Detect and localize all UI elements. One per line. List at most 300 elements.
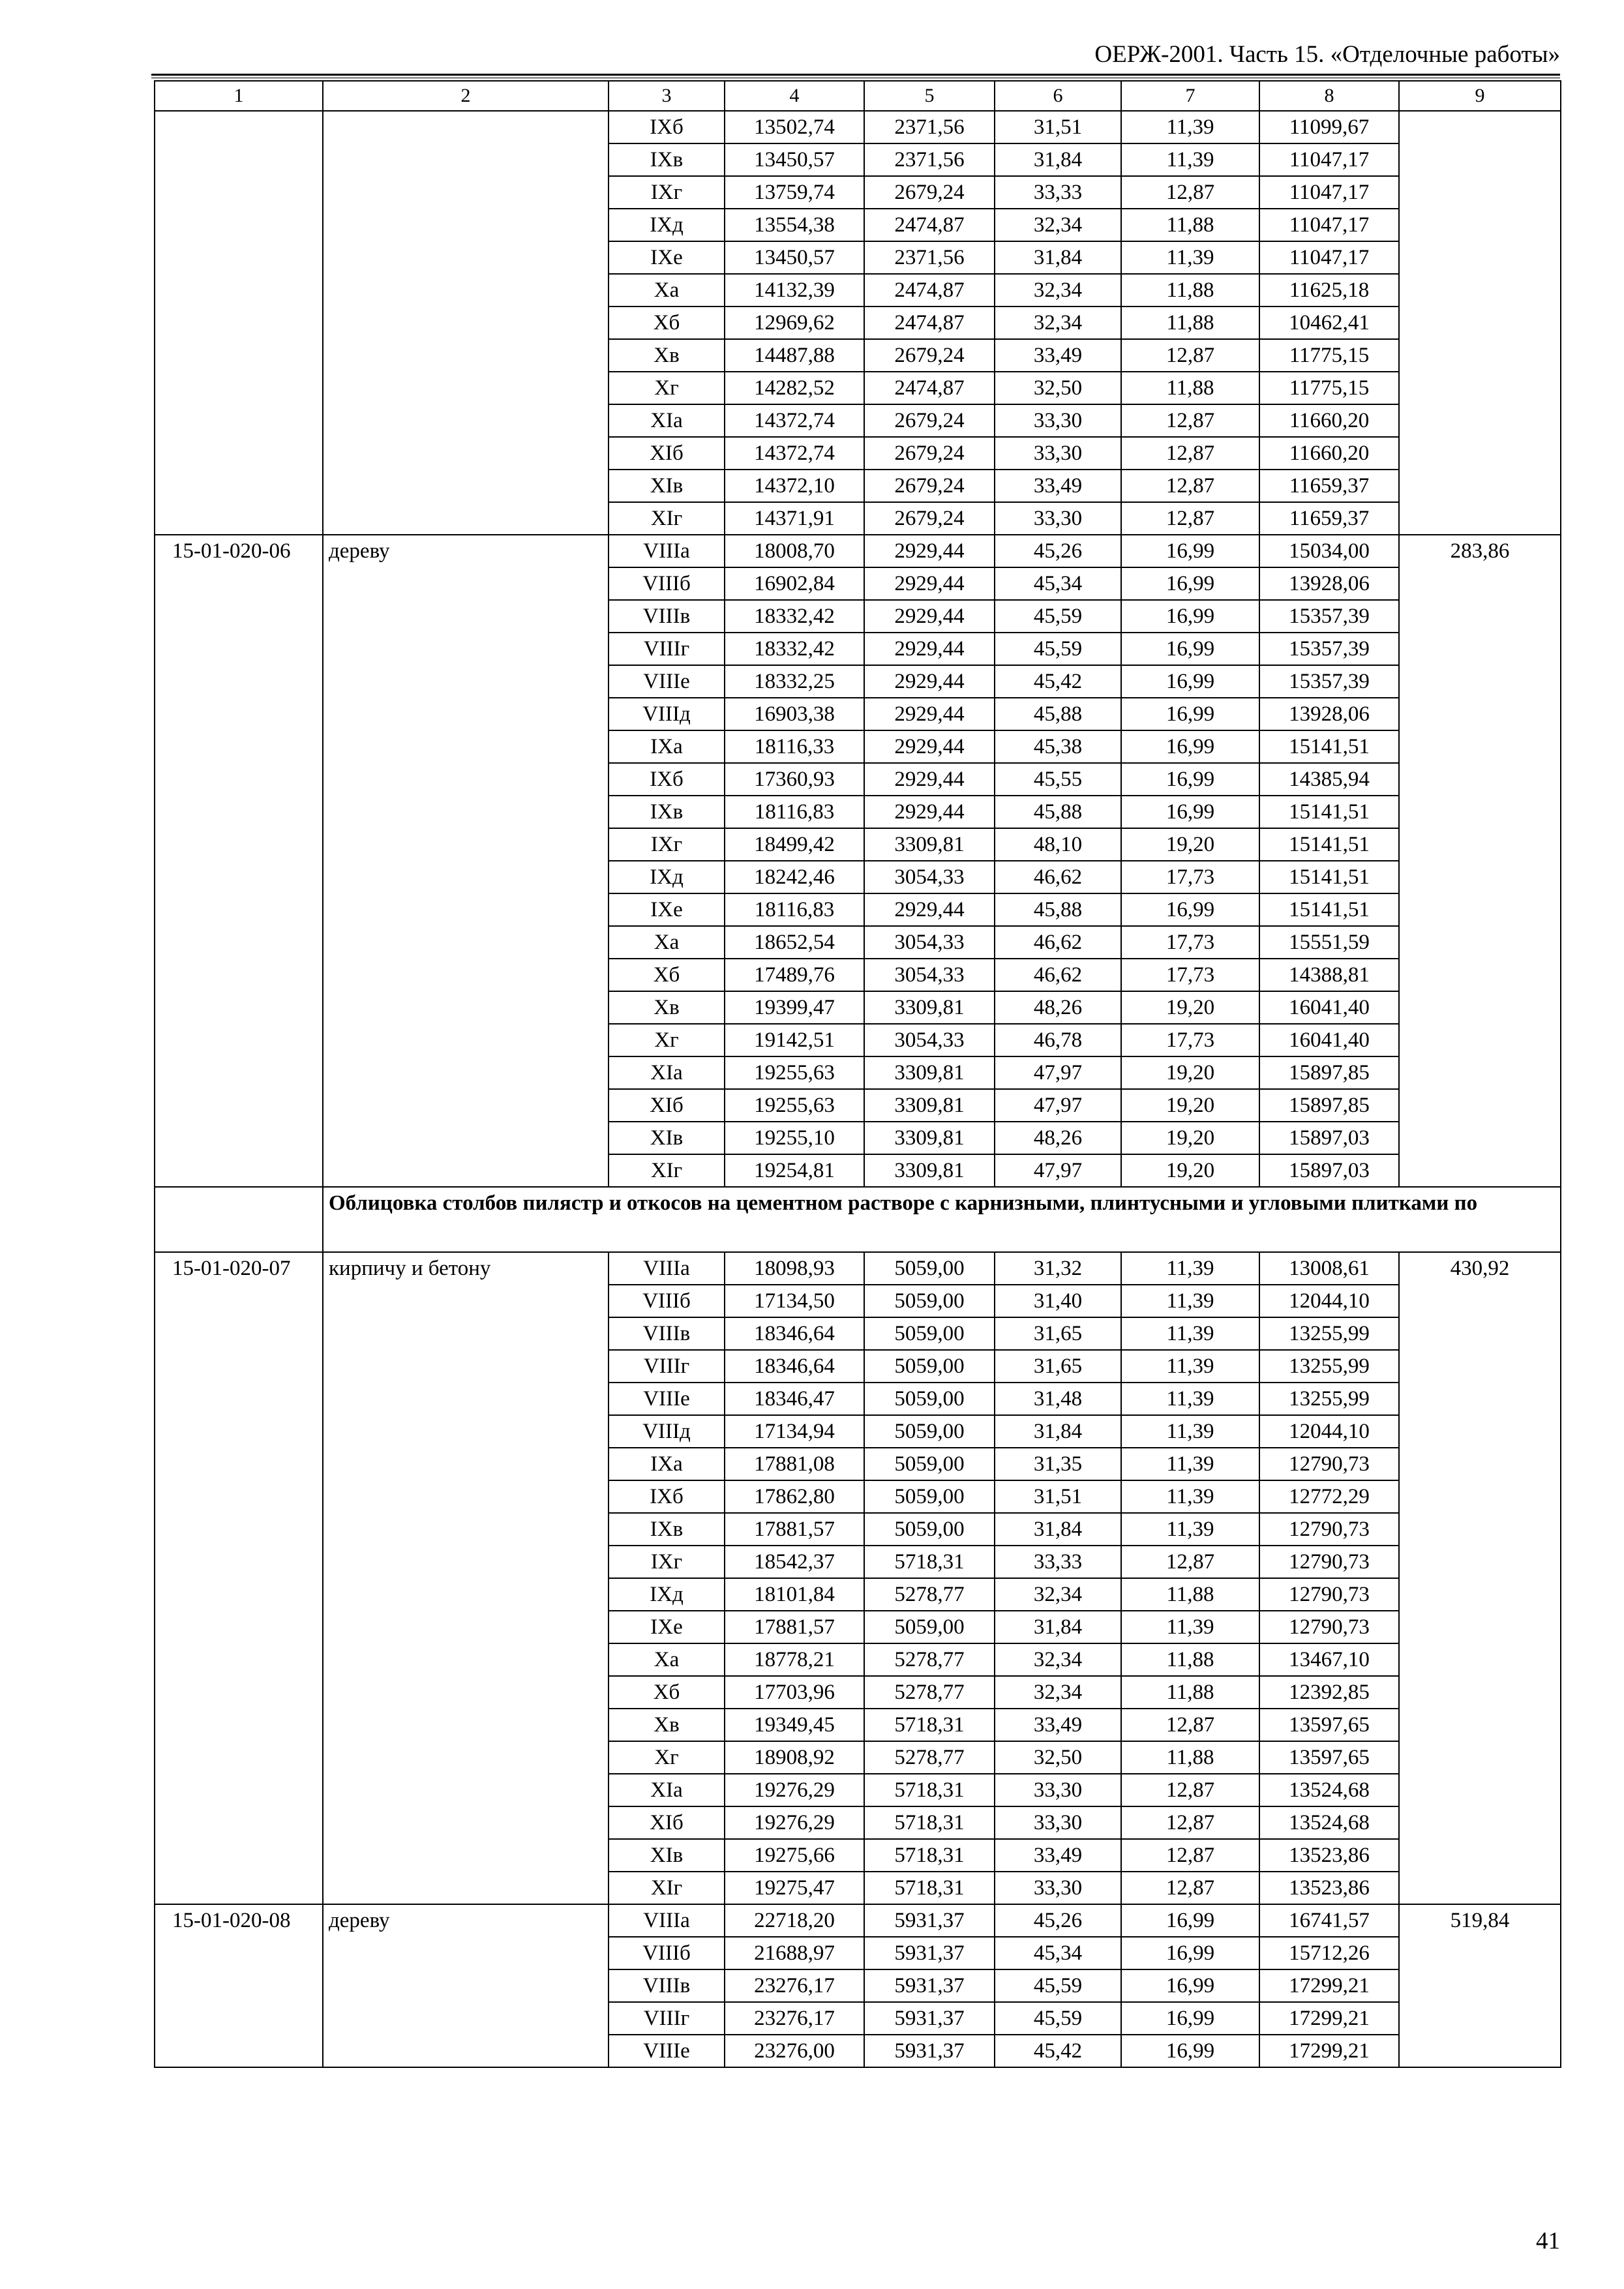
value-cell: 16,99 xyxy=(1121,730,1259,763)
value-cell: 33,49 xyxy=(995,1839,1121,1872)
value-cell: 17881,08 xyxy=(725,1448,864,1480)
value-cell: 33,49 xyxy=(995,1709,1121,1741)
value-cell: 45,26 xyxy=(995,535,1121,567)
value-cell: 15141,51 xyxy=(1259,828,1399,861)
value-cell: 23276,00 xyxy=(725,2035,864,2067)
value-cell: 15897,03 xyxy=(1259,1154,1399,1187)
extra-value: 519,84 xyxy=(1399,1904,1561,2067)
value-cell: 19349,45 xyxy=(725,1709,864,1741)
zone-cell: XIб xyxy=(609,437,725,470)
value-cell: 45,59 xyxy=(995,1969,1121,2002)
zone-cell: IXв xyxy=(609,143,725,176)
value-cell: 31,51 xyxy=(995,111,1121,143)
table-row xyxy=(155,535,1561,567)
value-cell: 14487,88 xyxy=(725,339,864,372)
zone-cell: IXа xyxy=(609,1448,725,1480)
value-cell: 18098,93 xyxy=(725,1252,864,1285)
zone-cell: VIIIв xyxy=(609,600,725,633)
value-cell: 31,32 xyxy=(995,1252,1121,1285)
value-cell: 19142,51 xyxy=(725,1024,864,1056)
value-cell: 11,39 xyxy=(1121,241,1259,274)
rate-code: 15-01-020-08 xyxy=(155,1904,323,2067)
value-cell: 5718,31 xyxy=(864,1774,995,1806)
value-cell: 31,35 xyxy=(995,1448,1121,1480)
value-cell: 12,87 xyxy=(1121,470,1259,502)
value-cell: 12044,10 xyxy=(1259,1415,1399,1448)
value-cell: 2679,24 xyxy=(864,502,995,535)
value-cell: 13255,99 xyxy=(1259,1317,1399,1350)
value-cell: 31,48 xyxy=(995,1383,1121,1415)
value-cell: 3054,33 xyxy=(864,861,995,893)
value-cell: 33,30 xyxy=(995,404,1121,437)
value-cell: 21688,97 xyxy=(725,1937,864,1969)
value-cell: 16,99 xyxy=(1121,1937,1259,1969)
value-cell: 2679,24 xyxy=(864,437,995,470)
value-cell: 3309,81 xyxy=(864,1056,995,1089)
value-cell: 15551,59 xyxy=(1259,926,1399,959)
zone-cell: VIIIд xyxy=(609,698,725,730)
value-cell: 12044,10 xyxy=(1259,1285,1399,1317)
value-cell: 33,30 xyxy=(995,1872,1121,1904)
value-cell: 45,38 xyxy=(995,730,1121,763)
zone-cell: IXд xyxy=(609,861,725,893)
value-cell: 15141,51 xyxy=(1259,730,1399,763)
value-cell: 3309,81 xyxy=(864,1122,995,1154)
value-cell: 12,87 xyxy=(1121,1546,1259,1578)
zone-cell: IXг xyxy=(609,176,725,209)
value-cell: 33,49 xyxy=(995,470,1121,502)
value-cell: 19255,63 xyxy=(725,1056,864,1089)
zone-cell: IXб xyxy=(609,111,725,143)
value-cell: 5278,77 xyxy=(864,1676,995,1709)
zone-cell: Xб xyxy=(609,959,725,991)
value-cell: 15712,26 xyxy=(1259,1937,1399,1969)
value-cell: 10462,41 xyxy=(1259,307,1399,339)
value-cell: 12,87 xyxy=(1121,1872,1259,1904)
value-cell: 16,99 xyxy=(1121,535,1259,567)
section-header-row xyxy=(155,1187,1561,1252)
zone-cell: Xг xyxy=(609,1741,725,1774)
value-cell: 15897,85 xyxy=(1259,1056,1399,1089)
zone-cell: VIIIа xyxy=(609,535,725,567)
zone-cell: VIIIб xyxy=(609,1285,725,1317)
value-cell: 11,39 xyxy=(1121,1415,1259,1448)
zone-cell: Xб xyxy=(609,307,725,339)
value-cell: 19255,10 xyxy=(725,1122,864,1154)
value-cell: 12790,73 xyxy=(1259,1513,1399,1546)
value-cell: 11,88 xyxy=(1121,1676,1259,1709)
value-cell: 14388,81 xyxy=(1259,959,1399,991)
value-cell: 19,20 xyxy=(1121,991,1259,1024)
zone-cell: Xб xyxy=(609,1676,725,1709)
value-cell: 3309,81 xyxy=(864,991,995,1024)
value-cell: 2474,87 xyxy=(864,307,995,339)
zone-cell: XIв xyxy=(609,1839,725,1872)
zone-cell: XIа xyxy=(609,404,725,437)
value-cell: 31,40 xyxy=(995,1285,1121,1317)
zone-cell: XIб xyxy=(609,1089,725,1122)
value-cell: 23276,17 xyxy=(725,2002,864,2035)
value-cell: 19399,47 xyxy=(725,991,864,1024)
value-cell: 19,20 xyxy=(1121,1089,1259,1122)
value-cell: 19254,81 xyxy=(725,1154,864,1187)
value-cell: 32,34 xyxy=(995,274,1121,307)
value-cell: 16,99 xyxy=(1121,796,1259,828)
page-header: ОЕРЖ-2001. Часть 15. «Отделочные работы» xyxy=(1094,41,1560,68)
value-cell: 16903,38 xyxy=(725,698,864,730)
value-cell: 5931,37 xyxy=(864,1904,995,1937)
value-cell: 45,88 xyxy=(995,893,1121,926)
value-cell: 19,20 xyxy=(1121,828,1259,861)
value-cell: 11775,15 xyxy=(1259,339,1399,372)
zone-cell: IXв xyxy=(609,796,725,828)
rate-name xyxy=(323,111,609,535)
value-cell: 11,39 xyxy=(1121,1448,1259,1480)
zone-cell: VIIIд xyxy=(609,1415,725,1448)
value-cell: 11,39 xyxy=(1121,1317,1259,1350)
zone-cell: IXд xyxy=(609,1578,725,1611)
value-cell: 2679,24 xyxy=(864,339,995,372)
value-cell: 32,50 xyxy=(995,1741,1121,1774)
zone-cell: Xв xyxy=(609,1709,725,1741)
value-cell: 32,34 xyxy=(995,1643,1121,1676)
value-cell: 16741,57 xyxy=(1259,1904,1399,1937)
value-cell: 11659,37 xyxy=(1259,502,1399,535)
rate-name: дереву xyxy=(323,1904,609,2067)
value-cell: 16,99 xyxy=(1121,567,1259,600)
value-cell: 14282,52 xyxy=(725,372,864,404)
value-cell: 12772,29 xyxy=(1259,1480,1399,1513)
value-cell: 5059,00 xyxy=(864,1415,995,1448)
value-cell: 5718,31 xyxy=(864,1806,995,1839)
section-title: Облицовка столбов пилястр и откосов на цементном растворе с карнизными, плинтусными и угловыми плитками по xyxy=(323,1187,1561,1252)
value-cell: 3309,81 xyxy=(864,1154,995,1187)
value-cell: 16,99 xyxy=(1121,633,1259,665)
value-cell: 5059,00 xyxy=(864,1383,995,1415)
value-cell: 18116,33 xyxy=(725,730,864,763)
value-cell: 13450,57 xyxy=(725,241,864,274)
value-cell: 19275,47 xyxy=(725,1872,864,1904)
value-cell: 3054,33 xyxy=(864,926,995,959)
value-cell: 15357,39 xyxy=(1259,600,1399,633)
value-cell: 5059,00 xyxy=(864,1350,995,1383)
page-number: 41 xyxy=(1536,2228,1560,2254)
value-cell: 15141,51 xyxy=(1259,861,1399,893)
value-cell: 2929,44 xyxy=(864,698,995,730)
value-cell: 16,99 xyxy=(1121,698,1259,730)
value-cell: 5931,37 xyxy=(864,1969,995,2002)
value-cell: 11047,17 xyxy=(1259,143,1399,176)
value-cell: 3309,81 xyxy=(864,1089,995,1122)
value-cell: 18242,46 xyxy=(725,861,864,893)
value-cell: 45,88 xyxy=(995,698,1121,730)
value-cell: 31,84 xyxy=(995,143,1121,176)
value-cell: 46,62 xyxy=(995,959,1121,991)
value-cell: 2929,44 xyxy=(864,893,995,926)
value-cell: 2371,56 xyxy=(864,111,995,143)
zone-cell: VIIIг xyxy=(609,633,725,665)
value-cell: 11,88 xyxy=(1121,274,1259,307)
value-cell: 11047,17 xyxy=(1259,209,1399,241)
value-cell: 5931,37 xyxy=(864,2002,995,2035)
value-cell: 2679,24 xyxy=(864,470,995,502)
rate-code xyxy=(155,111,323,535)
value-cell: 13523,86 xyxy=(1259,1839,1399,1872)
zone-cell: Xг xyxy=(609,372,725,404)
value-cell: 5718,31 xyxy=(864,1872,995,1904)
value-cell: 14372,10 xyxy=(725,470,864,502)
value-cell: 5059,00 xyxy=(864,1285,995,1317)
value-cell: 17299,21 xyxy=(1259,2035,1399,2067)
value-cell: 2929,44 xyxy=(864,535,995,567)
zone-cell: IXг xyxy=(609,828,725,861)
value-cell: 14385,94 xyxy=(1259,763,1399,796)
table-row xyxy=(155,1904,1561,1937)
value-cell: 19276,29 xyxy=(725,1774,864,1806)
zone-cell: Xа xyxy=(609,274,725,307)
value-cell: 11,39 xyxy=(1121,1350,1259,1383)
value-cell: 2474,87 xyxy=(864,274,995,307)
value-cell: 16,99 xyxy=(1121,665,1259,698)
value-cell: 18332,42 xyxy=(725,633,864,665)
value-cell: 14372,74 xyxy=(725,437,864,470)
zone-cell: VIIIв xyxy=(609,1969,725,2002)
value-cell: 11,88 xyxy=(1121,307,1259,339)
value-cell: 16,99 xyxy=(1121,1969,1259,2002)
value-cell: 2929,44 xyxy=(864,600,995,633)
value-cell: 5278,77 xyxy=(864,1578,995,1611)
value-cell: 15141,51 xyxy=(1259,796,1399,828)
value-cell: 31,84 xyxy=(995,1611,1121,1643)
column-number: 5 xyxy=(864,81,995,111)
value-cell: 33,49 xyxy=(995,339,1121,372)
value-cell: 16041,40 xyxy=(1259,1024,1399,1056)
value-cell: 16,99 xyxy=(1121,2035,1259,2067)
zone-cell: IXд xyxy=(609,209,725,241)
value-cell: 2929,44 xyxy=(864,730,995,763)
extra-value: 430,92 xyxy=(1399,1252,1561,1904)
value-cell: 14372,74 xyxy=(725,404,864,437)
value-cell: 18346,64 xyxy=(725,1350,864,1383)
value-cell: 2679,24 xyxy=(864,404,995,437)
value-cell: 18116,83 xyxy=(725,796,864,828)
value-cell: 17299,21 xyxy=(1259,1969,1399,2002)
column-number: 6 xyxy=(995,81,1121,111)
table-row xyxy=(155,111,1561,143)
value-cell: 11,39 xyxy=(1121,143,1259,176)
value-cell: 13928,06 xyxy=(1259,698,1399,730)
value-cell: 11,88 xyxy=(1121,1578,1259,1611)
value-cell: 15141,51 xyxy=(1259,893,1399,926)
value-cell: 48,26 xyxy=(995,991,1121,1024)
zone-cell: XIб xyxy=(609,1806,725,1839)
value-cell: 11660,20 xyxy=(1259,437,1399,470)
value-cell: 13523,86 xyxy=(1259,1872,1399,1904)
value-cell: 18008,70 xyxy=(725,535,864,567)
column-number: 8 xyxy=(1259,81,1399,111)
value-cell: 33,30 xyxy=(995,502,1121,535)
value-cell: 13502,74 xyxy=(725,111,864,143)
value-cell: 12,87 xyxy=(1121,404,1259,437)
value-cell: 12790,73 xyxy=(1259,1611,1399,1643)
value-cell: 19,20 xyxy=(1121,1056,1259,1089)
column-number: 4 xyxy=(725,81,864,111)
value-cell: 17,73 xyxy=(1121,926,1259,959)
value-cell: 15034,00 xyxy=(1259,535,1399,567)
value-cell: 45,34 xyxy=(995,1937,1121,1969)
value-cell: 3054,33 xyxy=(864,1024,995,1056)
value-cell: 23276,17 xyxy=(725,1969,864,2002)
zone-cell: IXе xyxy=(609,241,725,274)
value-cell: 11660,20 xyxy=(1259,404,1399,437)
value-cell: 13450,57 xyxy=(725,143,864,176)
zone-cell: Xа xyxy=(609,926,725,959)
extra-value: 283,86 xyxy=(1399,535,1561,1187)
value-cell: 16,99 xyxy=(1121,2002,1259,2035)
value-cell: 15897,85 xyxy=(1259,1089,1399,1122)
zone-cell: IXе xyxy=(609,893,725,926)
value-cell: 13255,99 xyxy=(1259,1350,1399,1383)
value-cell: 17881,57 xyxy=(725,1513,864,1546)
value-cell: 12,87 xyxy=(1121,502,1259,535)
extra-value xyxy=(1399,111,1561,535)
value-cell: 12,87 xyxy=(1121,176,1259,209)
value-cell: 45,88 xyxy=(995,796,1121,828)
value-cell: 11,39 xyxy=(1121,1252,1259,1285)
value-cell: 11,39 xyxy=(1121,111,1259,143)
value-cell: 13524,68 xyxy=(1259,1806,1399,1839)
column-number-row xyxy=(155,81,1561,111)
value-cell: 19,20 xyxy=(1121,1122,1259,1154)
value-cell: 11,88 xyxy=(1121,209,1259,241)
rate-name: кирпичу и бетону xyxy=(323,1252,609,1904)
value-cell: 12,87 xyxy=(1121,1774,1259,1806)
value-cell: 45,55 xyxy=(995,763,1121,796)
zone-cell: XIв xyxy=(609,1122,725,1154)
zone-cell: XIг xyxy=(609,1154,725,1187)
value-cell: 12969,62 xyxy=(725,307,864,339)
zone-cell: IXе xyxy=(609,1611,725,1643)
value-cell: 11099,67 xyxy=(1259,111,1399,143)
value-cell: 45,42 xyxy=(995,665,1121,698)
zone-cell: XIг xyxy=(609,1872,725,1904)
value-cell: 32,34 xyxy=(995,209,1121,241)
value-cell: 2474,87 xyxy=(864,372,995,404)
column-number: 9 xyxy=(1399,81,1561,111)
value-cell: 5059,00 xyxy=(864,1252,995,1285)
header-rule xyxy=(151,74,1560,76)
value-cell: 13597,65 xyxy=(1259,1709,1399,1741)
value-cell: 31,51 xyxy=(995,1480,1121,1513)
value-cell: 12,87 xyxy=(1121,437,1259,470)
zone-cell: IXа xyxy=(609,730,725,763)
value-cell: 2929,44 xyxy=(864,763,995,796)
value-cell: 12392,85 xyxy=(1259,1676,1399,1709)
value-cell: 11,88 xyxy=(1121,1643,1259,1676)
zone-cell: VIIIв xyxy=(609,1317,725,1350)
value-cell: 47,97 xyxy=(995,1154,1121,1187)
value-cell: 18101,84 xyxy=(725,1578,864,1611)
zone-cell: VIIIа xyxy=(609,1252,725,1285)
value-cell: 12790,73 xyxy=(1259,1448,1399,1480)
zone-cell: Xг xyxy=(609,1024,725,1056)
section-code-cell xyxy=(155,1187,323,1252)
value-cell: 3309,81 xyxy=(864,828,995,861)
value-cell: 5059,00 xyxy=(864,1611,995,1643)
value-cell: 11659,37 xyxy=(1259,470,1399,502)
value-cell: 17862,80 xyxy=(725,1480,864,1513)
zone-cell: Xв xyxy=(609,339,725,372)
column-number: 1 xyxy=(155,81,323,111)
value-cell: 33,30 xyxy=(995,437,1121,470)
value-cell: 17134,94 xyxy=(725,1415,864,1448)
value-cell: 22718,20 xyxy=(725,1904,864,1937)
rate-code: 15-01-020-06 xyxy=(155,535,323,1187)
value-cell: 18332,42 xyxy=(725,600,864,633)
value-cell: 46,62 xyxy=(995,861,1121,893)
zone-cell: VIIIг xyxy=(609,1350,725,1383)
value-cell: 11,39 xyxy=(1121,1285,1259,1317)
value-cell: 45,59 xyxy=(995,600,1121,633)
value-cell: 16,99 xyxy=(1121,893,1259,926)
value-cell: 11,88 xyxy=(1121,1741,1259,1774)
value-cell: 16041,40 xyxy=(1259,991,1399,1024)
value-cell: 46,62 xyxy=(995,926,1121,959)
value-cell: 45,59 xyxy=(995,633,1121,665)
value-cell: 5059,00 xyxy=(864,1448,995,1480)
value-cell: 11625,18 xyxy=(1259,274,1399,307)
value-cell: 11,39 xyxy=(1121,1383,1259,1415)
value-cell: 13928,06 xyxy=(1259,567,1399,600)
zone-cell: VIIIб xyxy=(609,1937,725,1969)
value-cell: 17,73 xyxy=(1121,1024,1259,1056)
value-cell: 11775,15 xyxy=(1259,372,1399,404)
rates-table xyxy=(154,80,1561,2068)
value-cell: 15897,03 xyxy=(1259,1122,1399,1154)
zone-cell: VIIIб xyxy=(609,567,725,600)
value-cell: 2929,44 xyxy=(864,796,995,828)
zone-cell: Xв xyxy=(609,991,725,1024)
zone-cell: XIв xyxy=(609,470,725,502)
value-cell: 12,87 xyxy=(1121,1709,1259,1741)
value-cell: 14132,39 xyxy=(725,274,864,307)
column-number: 2 xyxy=(323,81,609,111)
value-cell: 17299,21 xyxy=(1259,2002,1399,2035)
zone-cell: Xа xyxy=(609,1643,725,1676)
value-cell: 5718,31 xyxy=(864,1839,995,1872)
value-cell: 32,50 xyxy=(995,372,1121,404)
value-cell: 31,84 xyxy=(995,1415,1121,1448)
value-cell: 45,34 xyxy=(995,567,1121,600)
value-cell: 32,34 xyxy=(995,1676,1121,1709)
value-cell: 11,88 xyxy=(1121,372,1259,404)
value-cell: 19,20 xyxy=(1121,1154,1259,1187)
column-number: 3 xyxy=(609,81,725,111)
value-cell: 11,39 xyxy=(1121,1480,1259,1513)
value-cell: 5931,37 xyxy=(864,1937,995,1969)
value-cell: 45,59 xyxy=(995,2002,1121,2035)
value-cell: 2679,24 xyxy=(864,176,995,209)
value-cell: 16,99 xyxy=(1121,600,1259,633)
value-cell: 5059,00 xyxy=(864,1317,995,1350)
value-cell: 13759,74 xyxy=(725,176,864,209)
zone-cell: IXв xyxy=(609,1513,725,1546)
value-cell: 19255,63 xyxy=(725,1089,864,1122)
value-cell: 18542,37 xyxy=(725,1546,864,1578)
value-cell: 45,26 xyxy=(995,1904,1121,1937)
value-cell: 17,73 xyxy=(1121,959,1259,991)
column-number: 7 xyxy=(1121,81,1259,111)
